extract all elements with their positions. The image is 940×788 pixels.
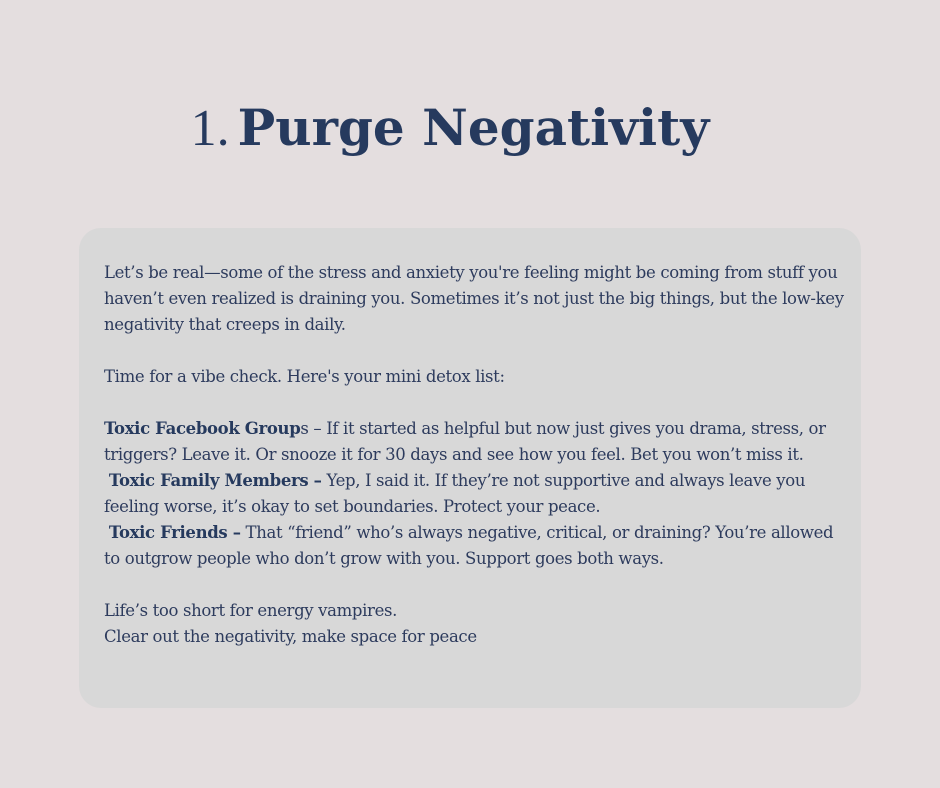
detox-item-text: That “friend” who’s always negative, critical, or draining? You’re allowed to outgrow people who don’t grow with you. Support goes both ways. — [104, 523, 834, 568]
title-text: Purge Negativity — [237, 98, 710, 157]
title-number: 1. — [190, 100, 230, 157]
detox-item-text: – If it started as helpful but now just gives you drama, stress, or triggers? Leave it. Or snooze it for 30 days and see how you feel. Bet you won’t miss it. — [104, 419, 826, 464]
detox-item-label-suffix: s — [300, 419, 309, 438]
detox-item-label: Toxic Family Members – — [108, 471, 322, 490]
vibe-check-line: Time for a vibe check. Here's your mini detox list: — [104, 367, 505, 386]
detox-item-facebook-groups — [104, 416, 845, 468]
intro-paragraph: Let’s be real—some of the stress and anxiety you're feeling might be coming from stuff you haven’t even realized is draining you. Sometimes it’s not just the big things, but the low-key negativity that creeps in daily. — [104, 263, 844, 334]
detox-item-text: Yep, I said it. If they’re not supportive and always leave you feeling worse, it’s okay to set boundaries. Protect your peace. — [104, 471, 806, 516]
detox-item-friends — [104, 520, 845, 572]
content-card — [79, 228, 861, 708]
spacer — [104, 390, 845, 416]
detox-item-family-members — [104, 468, 845, 520]
detox-item-label: Toxic Facebook Group — [104, 419, 301, 438]
spacer — [104, 338, 845, 364]
detox-item-label: Toxic Friends – — [108, 523, 241, 542]
closing-line: Clear out the negativity, make space for peace — [104, 627, 477, 646]
page-title — [0, 98, 900, 158]
closing-line: Life’s too short for energy vampires. — [104, 601, 398, 620]
spacer — [104, 572, 845, 598]
